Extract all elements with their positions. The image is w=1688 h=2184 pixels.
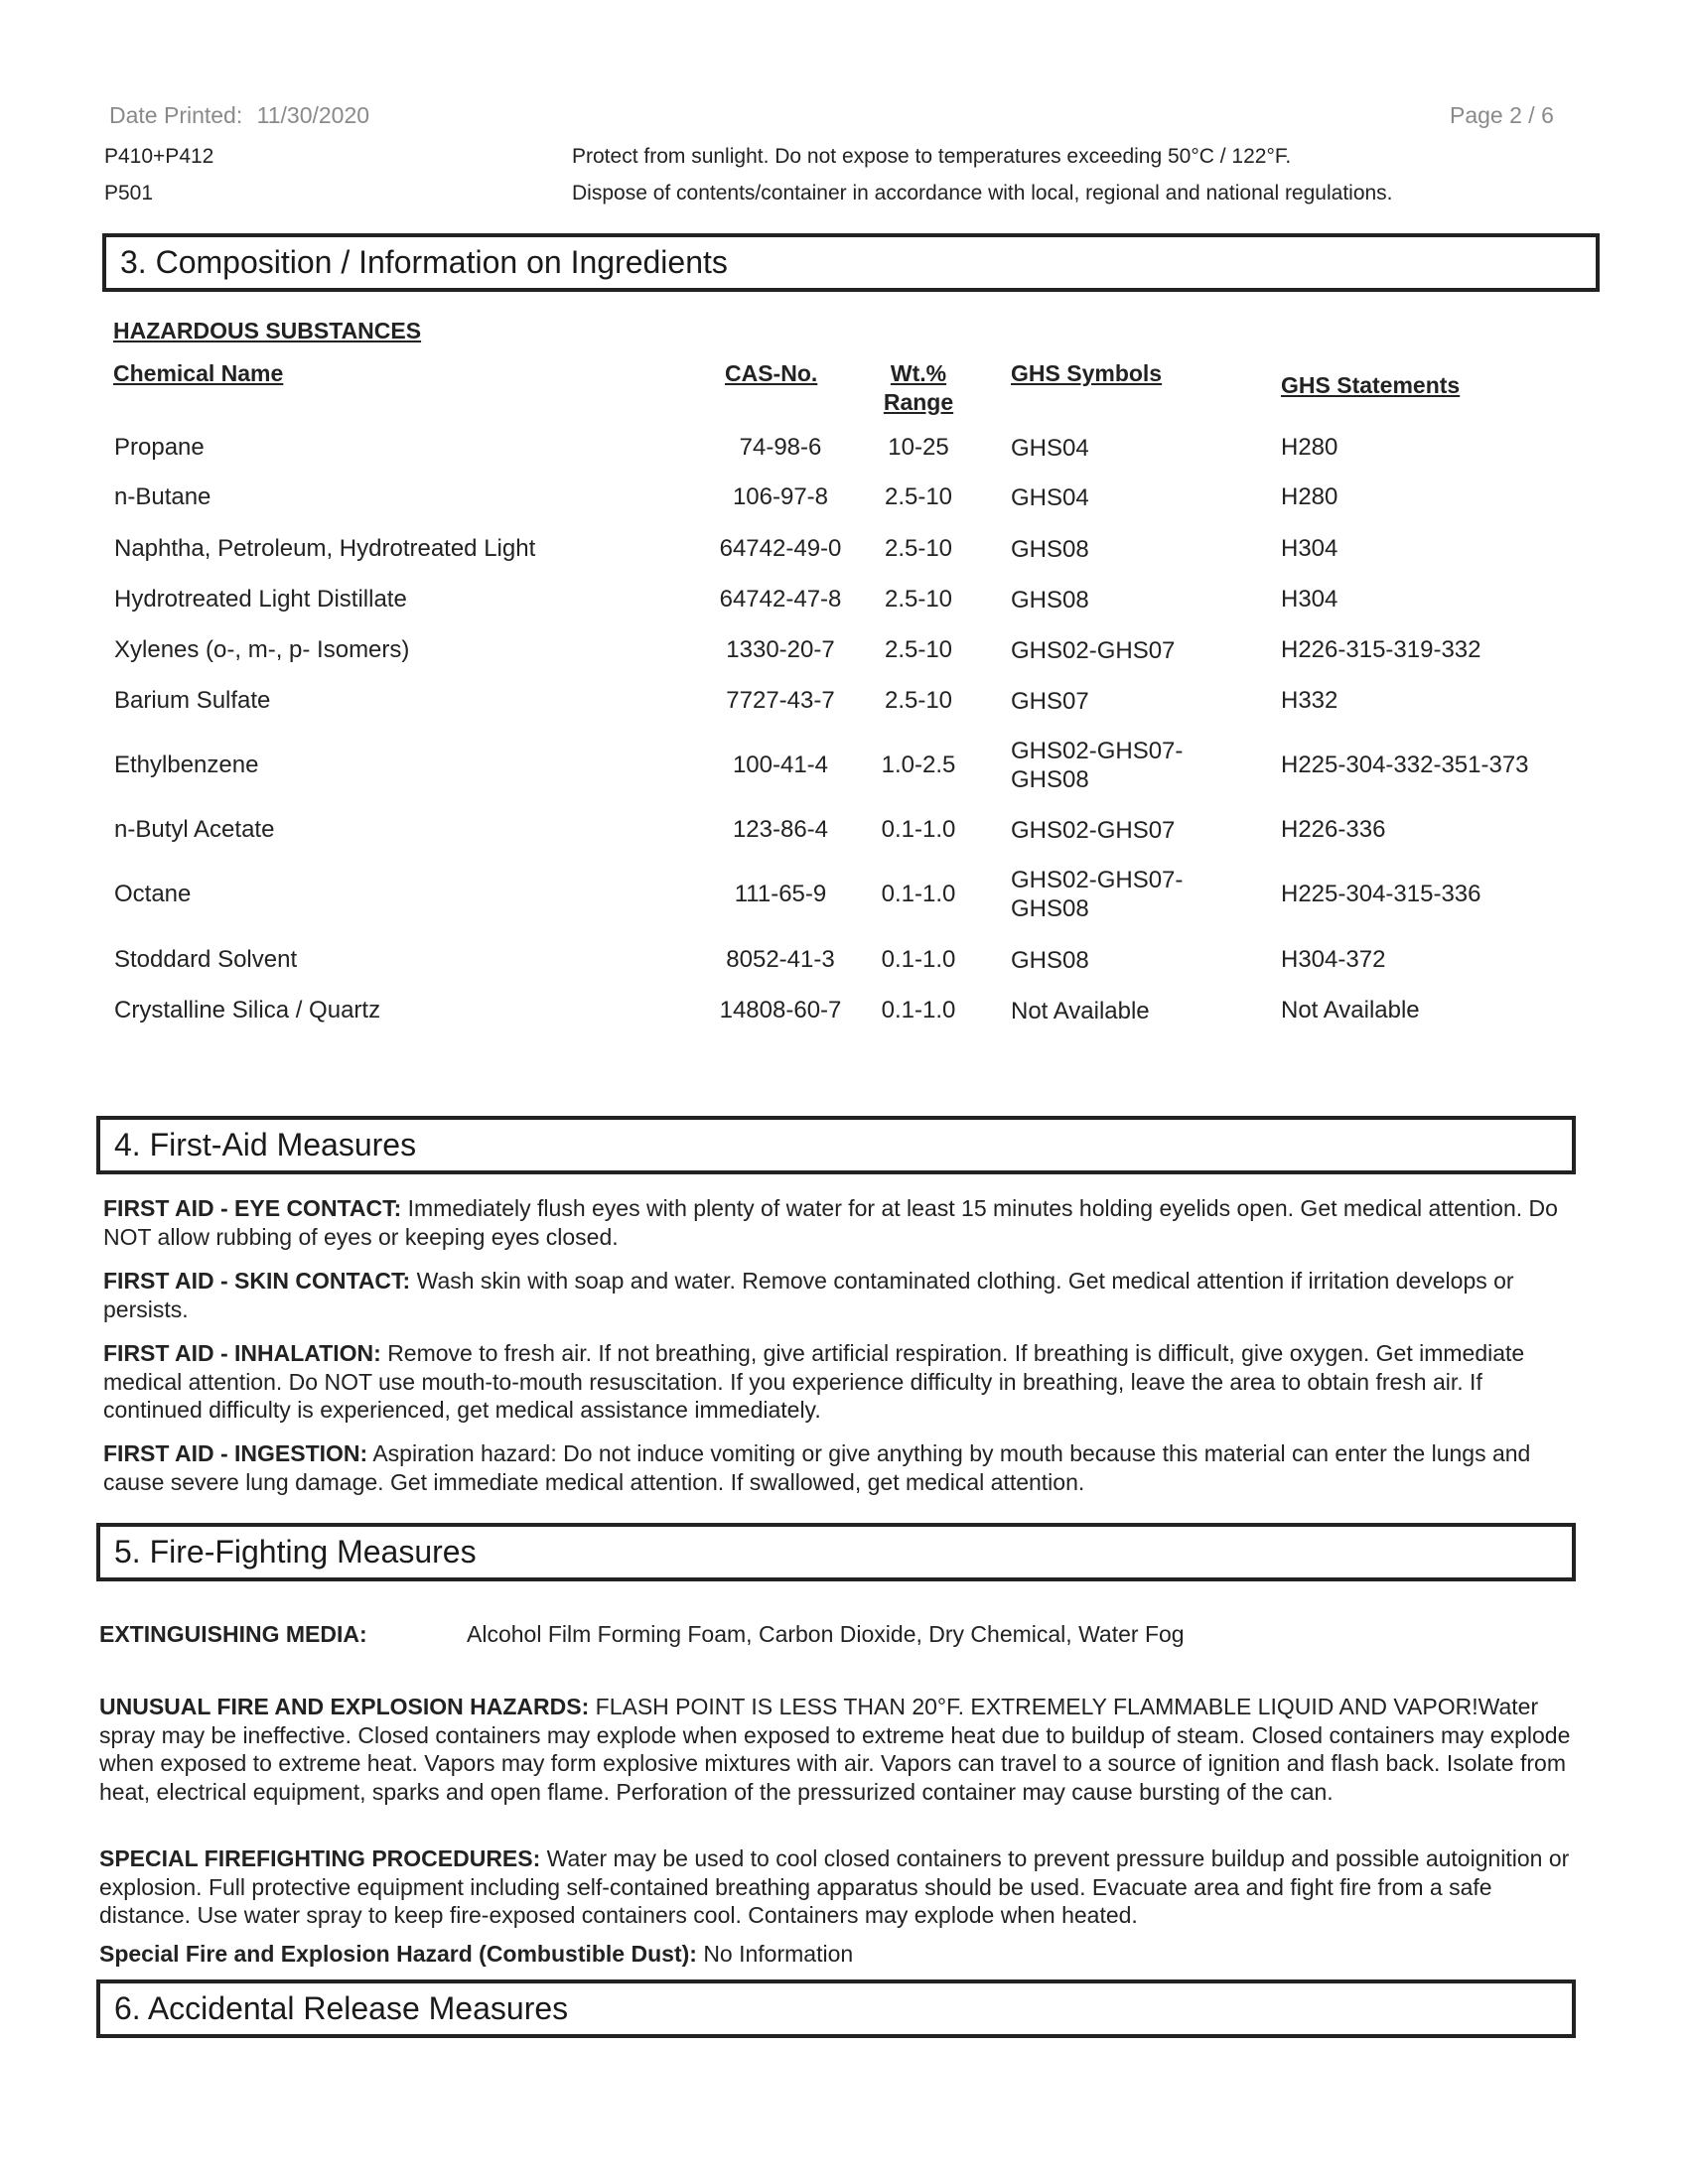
section-3-header [102,233,1600,292]
cell-wt: 2.5-10 [884,636,953,663]
cell-wt: 0.1-1.0 [881,946,956,973]
cell-statements: H225-304-315-336 [1281,881,1481,907]
cell-statements: Not Available [1281,997,1420,1024]
cell-cas: 7727-43-7 [726,687,835,714]
first-aid-ingestion-text: Aspiration hazard: Do not induce vomiting or give anything by mouth because this material can enter the lungs and cause severe lung damage. Get immediate medical attention. If swallowed, get medical attention. [103,1440,1531,1495]
cell-symbols: GHS04 [1011,484,1089,511]
cell-symbols: GHS02-GHS07-GHS08 [1011,867,1184,922]
cell-wt: 0.1-1.0 [881,816,956,843]
first-aid-eye-text: Immediately flush eyes with plenty of water for at least 15 minutes holding eyelids open. Get medical attention. Do NOT allow rubbing of eyes or keeping eyes closed. [103,1195,1558,1250]
cell-wt: 2.5-10 [884,687,953,714]
first-aid-ingestion [103,1439,1573,1496]
cell-statements: H304-372 [1281,946,1386,973]
cell-wt: 10-25 [888,434,949,461]
cell-cas: 64742-47-8 [719,586,842,613]
first-aid-skin-label: FIRST AID - SKIN CONTACT: [103,1268,411,1294]
first-aid-inhalation [103,1339,1573,1425]
date-printed-label: Date Printed: [109,102,243,128]
first-aid-eye-label: FIRST AID - EYE CONTACT: [103,1195,402,1221]
cell-cas: 8052-41-3 [726,946,835,973]
unusual-hazards-label: UNUSUAL FIRE AND EXPLOSION HAZARDS: [99,1694,590,1719]
section-5-header [96,1523,1576,1581]
combustible-dust-label: Special Fire and Explosion Hazard (Combustible Dust): [99,1941,697,1967]
cell-statements: H332 [1281,687,1338,714]
cell-name: n-Butyl Acetate [114,816,275,843]
cell-statements: H225-304-332-351-373 [1281,751,1529,778]
cell-symbols: GHS08 [1011,536,1089,563]
cell-statements: H226-336 [1281,816,1386,843]
precaution-code: P410+P412 [104,145,214,168]
cell-wt: 2.5-10 [884,586,953,613]
combustible-dust [99,1940,1579,1969]
first-aid-skin [103,1267,1573,1323]
extinguishing-media-label: EXTINGUISHING MEDIA: [99,1621,367,1647]
cell-cas: 64742-49-0 [719,535,842,562]
cell-symbols: GHS02-GHS07 [1011,817,1176,844]
hazardous-substances-heading: HAZARDOUS SUBSTANCES [113,318,422,343]
page-number: Page 2 / 6 [1450,102,1554,128]
cell-statements: H304 [1281,535,1338,562]
cell-wt: 0.1-1.0 [881,881,956,907]
cell-name: Naphtha, Petroleum, Hydrotreated Light [114,535,536,562]
section-6-title: 6. Accidental Release Measures [114,1990,569,2026]
unusual-hazards [99,1693,1579,1806]
col-wt-range-line1: Wt.% [890,360,947,386]
cell-name: Octane [114,881,192,907]
section-4-header [96,1116,1576,1174]
special-procedures-label: SPECIAL FIREFIGHTING PROCEDURES: [99,1845,541,1871]
cell-statements: H280 [1281,483,1338,510]
cell-cas: 106-97-8 [732,483,829,510]
section-3-title: 3. Composition / Information on Ingredients [120,244,728,280]
col-ghs-statements: GHS Statements [1281,372,1461,398]
cell-name: Barium Sulfate [114,687,271,714]
col-ghs-symbols: GHS Symbols [1011,360,1163,386]
cell-cas: 1330-20-7 [726,636,835,663]
precaution-code: P501 [104,182,154,205]
section-5-title: 5. Fire-Fighting Measures [114,1534,477,1570]
cell-statements: H280 [1281,434,1338,461]
special-procedures-text: Water may be used to cool closed containers to prevent pressure buildup and possible autoignition or explosion. Full protective equipment including self-contained breathing apparatus should be used. Evacuate area and fight fire from a safe distance. Use water spray to keep fire-exposed containers cool. Containers may explode when heated. [99,1845,1570,1928]
cell-wt: 2.5-10 [884,483,953,510]
first-aid-ingestion-label: FIRST AID - INGESTION: [103,1440,368,1466]
date-printed [109,102,369,129]
extinguishing-media-text: Alcohol Film Forming Foam, Carbon Dioxide, Dry Chemical, Water Fog [467,1621,1185,1647]
first-aid-inhalation-label: FIRST AID - INHALATION: [103,1340,381,1366]
cell-wt: 1.0-2.5 [881,751,956,778]
cell-symbols: GHS04 [1011,435,1089,462]
cell-cas: 123-86-4 [732,816,829,843]
cell-statements: H226-315-319-332 [1281,636,1481,663]
cell-name: Propane [114,434,205,461]
section-6-header [96,1979,1576,2038]
special-procedures [99,1844,1579,1930]
cell-cas: 74-98-6 [739,434,822,461]
cell-name: Xylenes (o-, m-, p- Isomers) [114,636,410,663]
first-aid-skin-text: Wash skin with soap and water. Remove contaminated clothing. Get medical attention if irritation develops or persists. [103,1268,1514,1322]
precaution-text: Protect from sunlight. Do not expose to temperatures exceeding 50°C / 122°F. [572,145,1292,168]
cell-name: Hydrotreated Light Distillate [114,586,407,613]
cell-symbols: Not Available [1011,998,1150,1024]
first-aid-eye [103,1194,1573,1251]
precaution-text: Dispose of contents/container in accordance with local, regional and national regulations. [572,182,1393,205]
col-wt-range-line2: Range [883,389,954,415]
cell-name: n-Butane [114,483,211,510]
cell-wt: 2.5-10 [884,535,953,562]
cell-symbols: GHS08 [1011,587,1089,614]
cell-wt: 0.1-1.0 [881,997,956,1024]
cell-cas: 111-65-9 [734,881,827,907]
first-aid-inhalation-text: Remove to fresh air. If not breathing, give artificial respiration. If breathing is difficult, give oxygen. Get immediate medical attention. Do NOT use mouth-to-mouth resuscitation. If you experience difficulty in breathing, leave the area to obtain fresh air. If continued difficulty is experienced, get medical assistance immediately. [103,1340,1525,1423]
col-cas-no: CAS-No. [725,360,818,386]
unusual-hazards-text: FLASH POINT IS LESS THAN 20°F. EXTREMELY FLAMMABLE LIQUID AND VAPOR!Water spray may be ineffective. Closed containers may explode when exposed to extreme heat due to buildup of steam. Closed containers may explode when exposed to extreme heat. Vapors may form explosive mixtures with air. Vapors can travel to a source of ignition and flash back. Isolate from heat, electrical equipment, sparks and open flame. Perforation of the pressurized container may cause bursting of the can. [99,1694,1571,1805]
cell-symbols: GHS07 [1011,688,1089,715]
date-printed-value: 11/30/2020 [256,102,370,128]
cell-name: Stoddard Solvent [114,946,298,973]
cell-symbols: GHS02-GHS07-GHS08 [1011,738,1184,793]
cell-symbols: GHS08 [1011,947,1089,974]
combustible-dust-text: No Information [703,1941,854,1967]
cell-name: Crystalline Silica / Quartz [114,997,381,1024]
col-chemical-name: Chemical Name [113,360,284,386]
cell-cas: 100-41-4 [732,751,829,778]
cell-statements: H304 [1281,586,1338,613]
cell-cas: 14808-60-7 [719,997,842,1024]
cell-name: Ethylbenzene [114,751,259,778]
section-4-title: 4. First-Aid Measures [114,1127,417,1162]
cell-symbols: GHS02-GHS07 [1011,637,1176,664]
